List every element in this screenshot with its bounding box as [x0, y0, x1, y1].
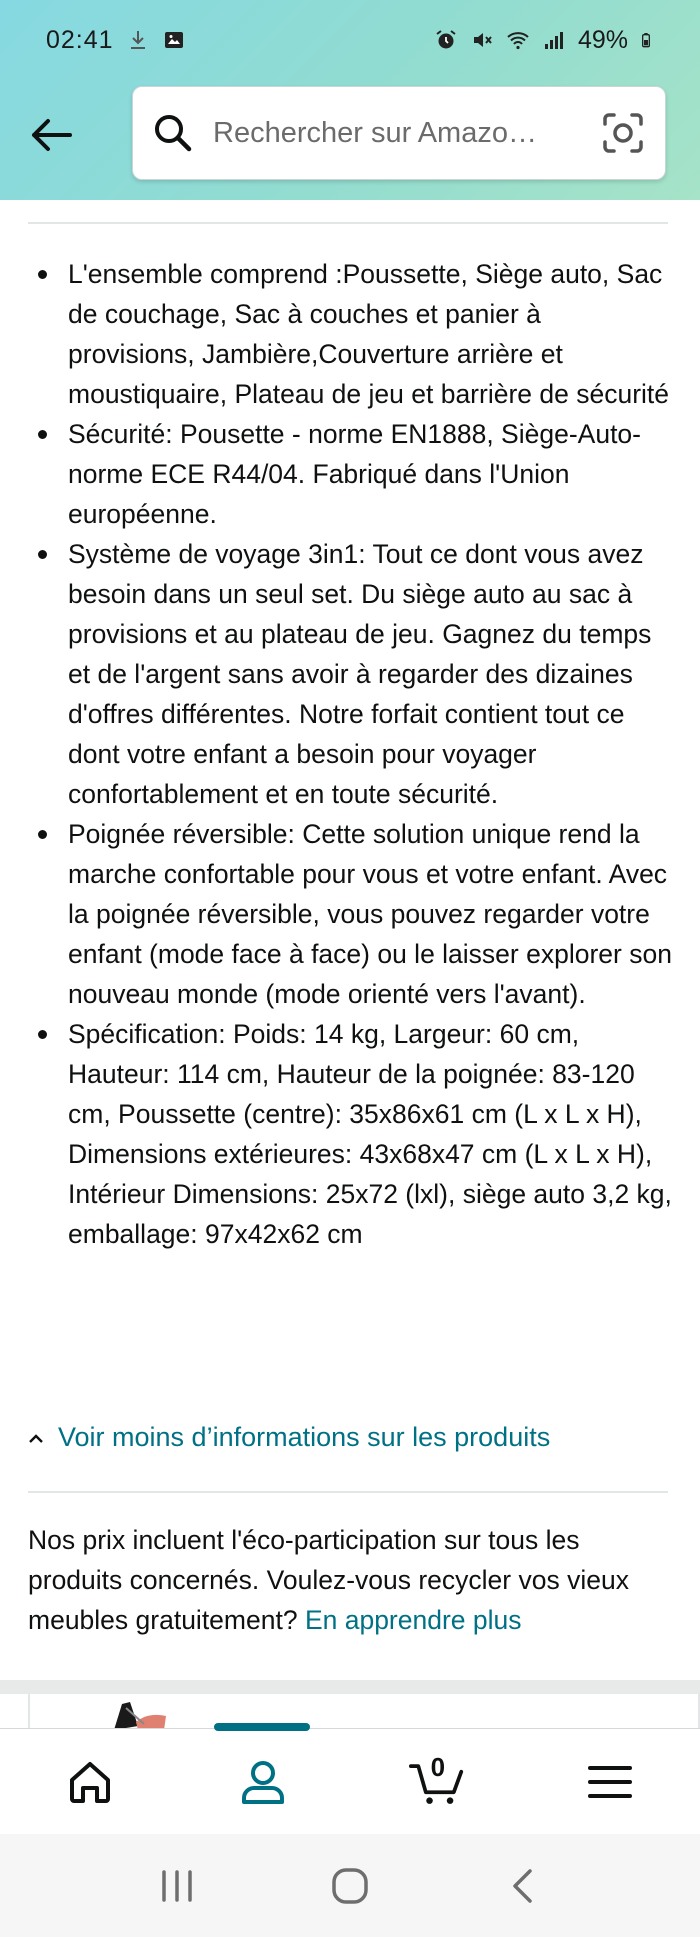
bottom-nav [0, 1728, 700, 1834]
back-chevron-icon [510, 1868, 536, 1904]
nav-cart[interactable] [409, 1751, 465, 1810]
battery-icon [640, 28, 656, 52]
status-time: 02:41 [46, 25, 114, 54]
mute-icon [470, 28, 494, 52]
section-divider [28, 1491, 668, 1493]
eco-participation-note [28, 1520, 676, 1640]
nav-account[interactable] [235, 1754, 291, 1810]
eco-text: Nos prix incluent l'éco-participation sur tous les produits concernés. Voulez-vous recycler vos vieux meubles gratuitement? [28, 1525, 629, 1635]
system-nav-bar [0, 1834, 700, 1937]
recent-apps-button[interactable] [152, 1861, 202, 1911]
nav-menu[interactable] [582, 1754, 638, 1810]
search-bar[interactable] [132, 86, 666, 180]
system-home-button[interactable] [325, 1861, 375, 1911]
wifi-icon [506, 28, 530, 52]
feature-bullet: Poignée réversible: Cette solution unique rend la marche confortable pour vous et votre enfant. Avec la poignée réversible, vous pouvez regarder votre enfant (mode face à face) ou le laisser explorer son nouveau monde (mode orienté vers l'avant). [28, 814, 674, 1014]
status-bar [0, 0, 700, 80]
see-less-link[interactable] [28, 1422, 550, 1453]
feature-bullet: Sécurité: Pousette - norme EN1888, Siège-Auto- norme ECE R44/04. Fabriqué dans l'Union européenne. [28, 414, 674, 534]
section-divider [28, 222, 668, 224]
camera-lens-icon[interactable] [601, 111, 645, 155]
menu-icon [588, 1764, 632, 1800]
status-left [46, 26, 186, 55]
alarm-icon [434, 28, 458, 52]
section-separator [0, 1680, 700, 1694]
download-icon [126, 28, 150, 52]
recent-apps-icon [160, 1870, 194, 1902]
home-icon [67, 1759, 113, 1805]
back-arrow-icon [30, 118, 72, 152]
system-back-button[interactable] [498, 1861, 548, 1911]
feature-bullets [28, 254, 674, 1254]
feature-bullet: L'ensemble comprend :Poussette, Siège auto, Sac de couchage, Sac à couches et panier à provisions, Jambière,Couverture arrière et moustiquaire, Plateau de jeu et barrière de sécurité [28, 254, 674, 414]
chevron-up-icon [28, 1432, 44, 1444]
signal-icon [542, 28, 566, 52]
product-thumbnail [108, 1700, 188, 1728]
active-tab-indicator [214, 1723, 310, 1731]
image-icon [162, 28, 186, 52]
battery-percent: 49% [577, 25, 628, 54]
home-circle-icon [330, 1866, 370, 1906]
see-less-label: Voir moins d’informations sur les produits [58, 1422, 551, 1452]
feature-bullet: Système de voyage 3in1: Tout ce dont vous avez besoin dans un seul set. Du siège auto au sac à provisions et au plateau de jeu. Gagnez du temps et de l'argent sans avoir à regarder des dizaines d'offres différentes. Notre forfait contient tout ce dont votre enfant a besoin pour voyager confortablement et en toute sécurité. [28, 534, 674, 814]
cart-count-badge: 0 [430, 1751, 446, 1782]
search-input[interactable] [213, 117, 601, 150]
status-right [434, 26, 656, 55]
app-header [0, 0, 700, 200]
search-icon [153, 113, 193, 153]
learn-more-link[interactable]: En apprendre plus [304, 1605, 522, 1635]
back-button[interactable] [28, 112, 74, 158]
nav-home[interactable] [62, 1754, 118, 1810]
account-icon [239, 1758, 287, 1806]
feature-bullet: Spécification: Poids: 14 kg, Largeur: 60 cm, Hauteur: 114 cm, Hauteur de la poignée: 83-120 cm, Poussette (centre): 35x86x61 cm (L x L x H), Dimensions extérieures: 43x68x47 cm (L x L x H), Intérieur Dimensions: 25x72 (lxl), siège auto 3,2 kg, emballage: 97x42x62 cm [28, 1014, 674, 1254]
product-card-peek[interactable] [28, 1694, 700, 1728]
